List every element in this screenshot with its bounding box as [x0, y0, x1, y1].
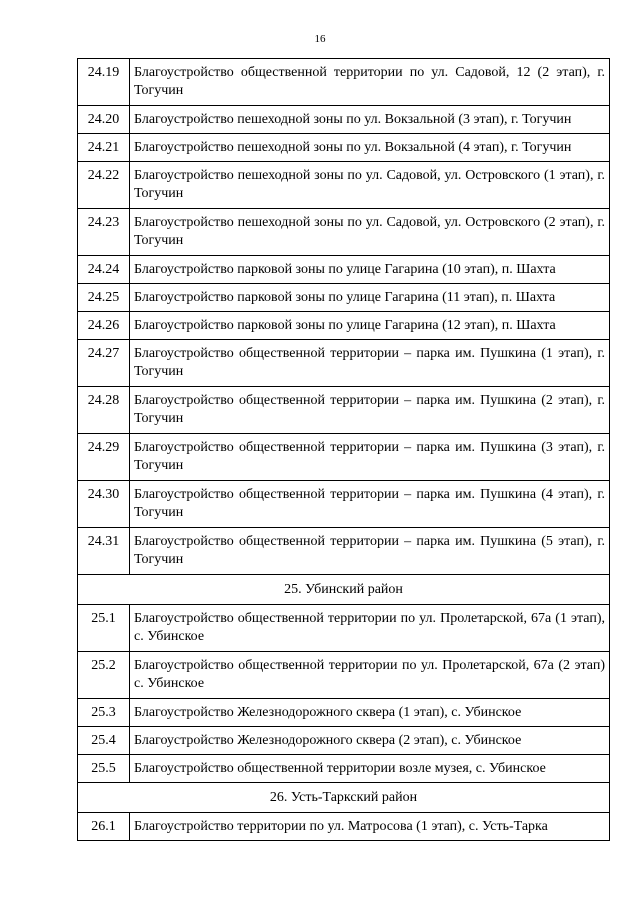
- section-header-row: [78, 783, 610, 813]
- item-description: Благоустройство общественной территории – парка им. Пушкина (2 этап), г. Тогучин: [130, 387, 610, 434]
- item-number: 24.26: [78, 312, 130, 340]
- table-row: [78, 162, 610, 209]
- item-description: Благоустройство общественной территории – парка им. Пушкина (3 этап), г. Тогучин: [130, 434, 610, 481]
- item-number: 25.2: [78, 652, 130, 699]
- item-number: 24.19: [78, 59, 130, 106]
- table-row: [78, 699, 610, 727]
- table-row: [78, 209, 610, 256]
- item-description: Благоустройство общественной территории по ул. Пролетарской, 67а (1 этап), с. Убинское: [130, 605, 610, 652]
- table-row: [78, 59, 610, 106]
- table-row: [78, 387, 610, 434]
- item-number: 24.20: [78, 106, 130, 134]
- item-number: 24.22: [78, 162, 130, 209]
- item-number: 24.23: [78, 209, 130, 256]
- table-row: [78, 256, 610, 284]
- item-number: 24.30: [78, 481, 130, 528]
- item-number: 24.31: [78, 528, 130, 575]
- item-number: 24.24: [78, 256, 130, 284]
- table-row: [78, 755, 610, 783]
- item-number: 25.4: [78, 727, 130, 755]
- item-number: 25.5: [78, 755, 130, 783]
- item-number: 26.1: [78, 813, 130, 841]
- item-description: Благоустройство пешеходной зоны по ул. Вокзальной (3 этап), г. Тогучин: [130, 106, 610, 134]
- item-number: 25.3: [78, 699, 130, 727]
- item-number: 24.21: [78, 134, 130, 162]
- item-description: Благоустройство общественной территории – парка им. Пушкина (4 этап), г. Тогучин: [130, 481, 610, 528]
- section-title: 26. Усть-Таркский район: [78, 783, 610, 813]
- item-number: 24.28: [78, 387, 130, 434]
- projects-table-body: [78, 59, 610, 841]
- item-description: Благоустройство общественной территории по ул. Пролетарской, 67а (2 этап) с. Убинское: [130, 652, 610, 699]
- table-row: [78, 340, 610, 387]
- table-row: [78, 605, 610, 652]
- table-row: [78, 652, 610, 699]
- item-number: 24.29: [78, 434, 130, 481]
- item-number: 24.25: [78, 284, 130, 312]
- item-description: Благоустройство общественной территории возле музея, с. Убинское: [130, 755, 610, 783]
- table-row: [78, 481, 610, 528]
- table-row: [78, 813, 610, 841]
- item-description: Благоустройство общественной территории – парка им. Пушкина (1 этап), г. Тогучин: [130, 340, 610, 387]
- item-description: Благоустройство пешеходной зоны по ул. Садовой, ул. Островского (1 этап), г. Тогучин: [130, 162, 610, 209]
- item-description: Благоустройство общественной территории по ул. Садовой, 12 (2 этап), г. Тогучин: [130, 59, 610, 106]
- item-number: 25.1: [78, 605, 130, 652]
- item-number: 24.27: [78, 340, 130, 387]
- table-row: [78, 284, 610, 312]
- item-description: Благоустройство пешеходной зоны по ул. Садовой, ул. Островского (2 этап), г. Тогучин: [130, 209, 610, 256]
- section-title: 25. Убинский район: [78, 575, 610, 605]
- section-header-row: [78, 575, 610, 605]
- table-row: [78, 106, 610, 134]
- item-description: Благоустройство парковой зоны по улице Гагарина (12 этап), п. Шахта: [130, 312, 610, 340]
- item-description: Благоустройство территории по ул. Матросова (1 этап), с. Усть-Тарка: [130, 813, 610, 841]
- item-description: Благоустройство Железнодорожного сквера (2 этап), с. Убинское: [130, 727, 610, 755]
- table-row: [78, 134, 610, 162]
- projects-table: [77, 58, 610, 841]
- item-description: Благоустройство парковой зоны по улице Гагарина (11 этап), п. Шахта: [130, 284, 610, 312]
- item-description: Благоустройство пешеходной зоны по ул. Вокзальной (4 этап), г. Тогучин: [130, 134, 610, 162]
- item-description: Благоустройство Железнодорожного сквера (1 этап), с. Убинское: [130, 699, 610, 727]
- item-description: Благоустройство парковой зоны по улице Гагарина (10 этап), п. Шахта: [130, 256, 610, 284]
- table-row: [78, 434, 610, 481]
- table-row: [78, 312, 610, 340]
- page-number: 16: [314, 33, 326, 45]
- table-row: [78, 528, 610, 575]
- table-row: [78, 727, 610, 755]
- item-description: Благоустройство общественной территории – парка им. Пушкина (5 этап), г. Тогучин: [130, 528, 610, 575]
